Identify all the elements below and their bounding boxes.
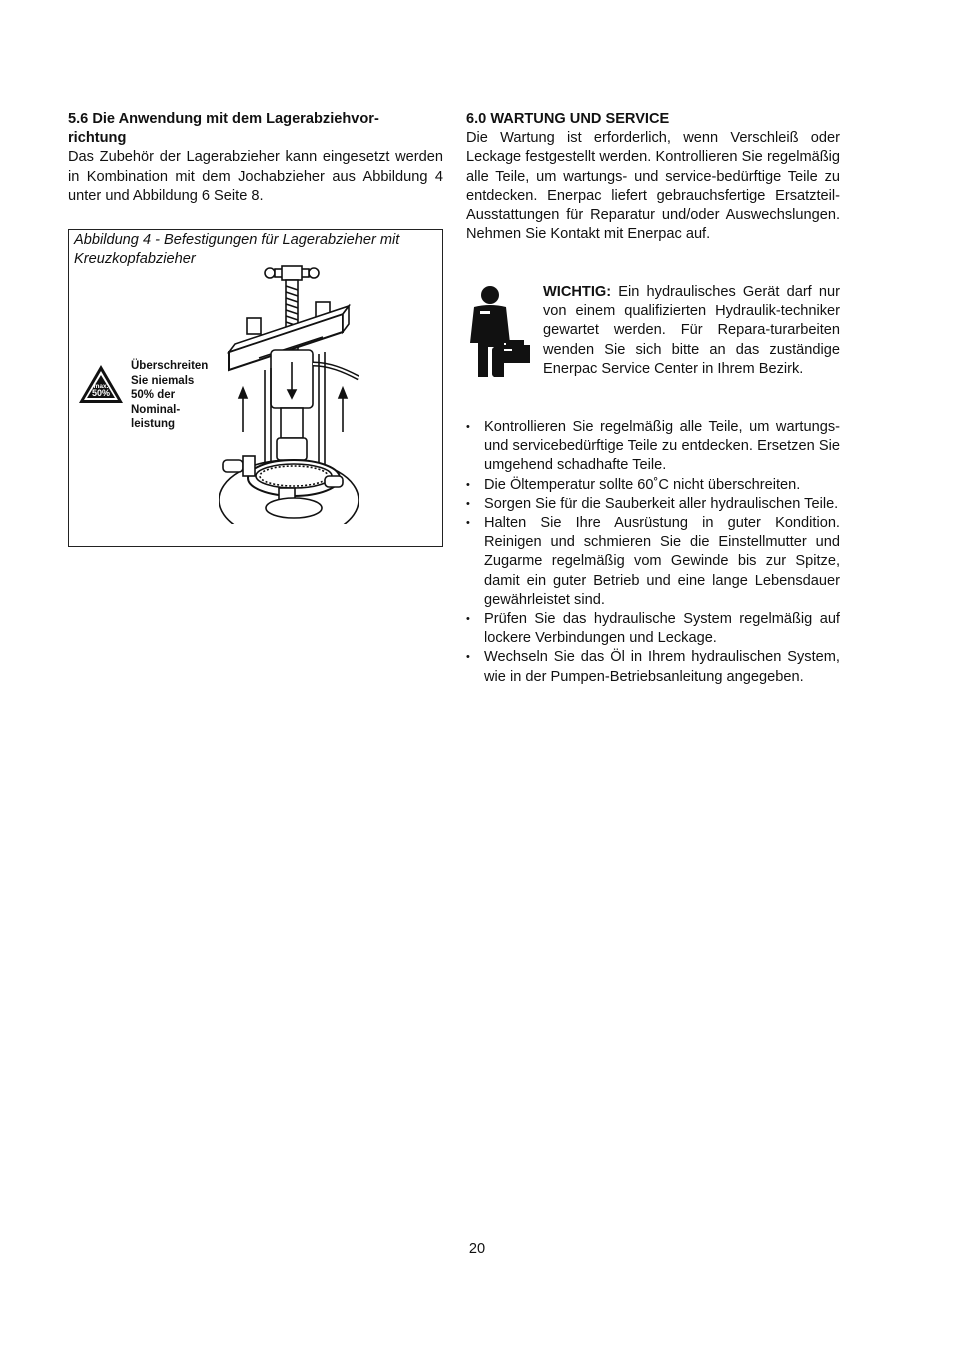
heading-line-2: richtung [68, 130, 127, 147]
notice-label: WICHTIG: [543, 284, 612, 300]
list-item: • Sorgen Sie für die Sauberkeit aller hydraulischen Teile. [466, 495, 840, 514]
warning-line: Überschreiten [131, 360, 209, 372]
warning-line: Nominal- [131, 403, 181, 416]
warning-icon-bottom-text: 50% [91, 388, 111, 398]
list-item: • Wechseln Sie das Öl in Ihrem hydraulischen System, wie in der Pumpen-Betriebsanleitung angegeben. [466, 648, 840, 686]
important-notice [466, 285, 840, 405]
maintenance-list [466, 418, 840, 687]
list-item: • Die Öltemperatur sollte 60˚C nicht überschreiten. [466, 476, 840, 495]
list-item: • Prüfen Sie das hydraulische System regelmäßig auf lockere Verbindungen und Leckage. [466, 610, 840, 648]
bearing-puller-illustration [219, 262, 359, 524]
section-paragraph-5-6: Das Zubehör der Lagerabzieher kann eingesetzt werden in Kombination mit dem Jochabzieher aus Abbildung 4 unter und Abbildung 6 Seite 8. [68, 149, 443, 204]
warning-icon-top-text: max. [93, 383, 109, 390]
heading-line-1: 5.6 Die Anwendung mit dem Lagerabziehvor- [68, 111, 379, 127]
page-number: 20 [468, 1241, 486, 1257]
section-5-6 [68, 110, 443, 206]
section-paragraph-6-0: Die Wartung ist erforderlich, wenn Verschleiß oder Leckage festgestellt werden. Kontrollieren Sie regelmäßig alle Teile, um wartungs- und service-bedürftige Teile zu entdecken. Enerpac liefert gebrauchsfertige Ersatzteil-Ausstattungen für Reparatur und/oder Auswechslungen. Nehmen Sie Kontakt mit Enerpac auf. [466, 130, 840, 243]
figure-4 [68, 229, 443, 547]
section-6-0 [466, 110, 840, 244]
notice-body: Ein hydraulisches Gerät darf nur von einem qualifizierten Hydraulik-techniker gewartet werden. Für Repara-turarbeiten wenden Sie sich bitte an das zuständige Enerpac Service Center in Ihrem Bezirk. [543, 284, 840, 377]
warning-text [131, 359, 231, 432]
notice-text [543, 283, 840, 379]
list-item: • Kontrollieren Sie regelmäßig alle Teile, um wartungs- und servicebedürftige Teile zu entdecken. Ersetzen Sie umgehend schadhafte Teile. [466, 418, 840, 476]
warning-line: Sie niemals [131, 374, 195, 387]
technician-icon [466, 285, 530, 377]
section-heading-5-6 [68, 110, 443, 148]
section-heading-6-0: 6.0 WARTUNG UND SERVICE [466, 111, 670, 127]
warning-line: 50% der [131, 389, 176, 401]
warning-line: leistung [131, 418, 176, 430]
figure-caption: Abbildung 4 - Befestigungen für Lagerabzieher mit Kreuzkopfabzieher [74, 232, 400, 268]
warning-triangle-icon [77, 363, 125, 405]
list-item: • Halten Sie Ihre Ausrüstung in guter Kondition. Reinigen und schmieren Sie die Einstellmutter und Zugarme regelmäßig vom Gewinde bis zur Spitze, damit ein guter Betrieb und eine lange Lebensdauer gewährleistet sind. [466, 514, 840, 610]
